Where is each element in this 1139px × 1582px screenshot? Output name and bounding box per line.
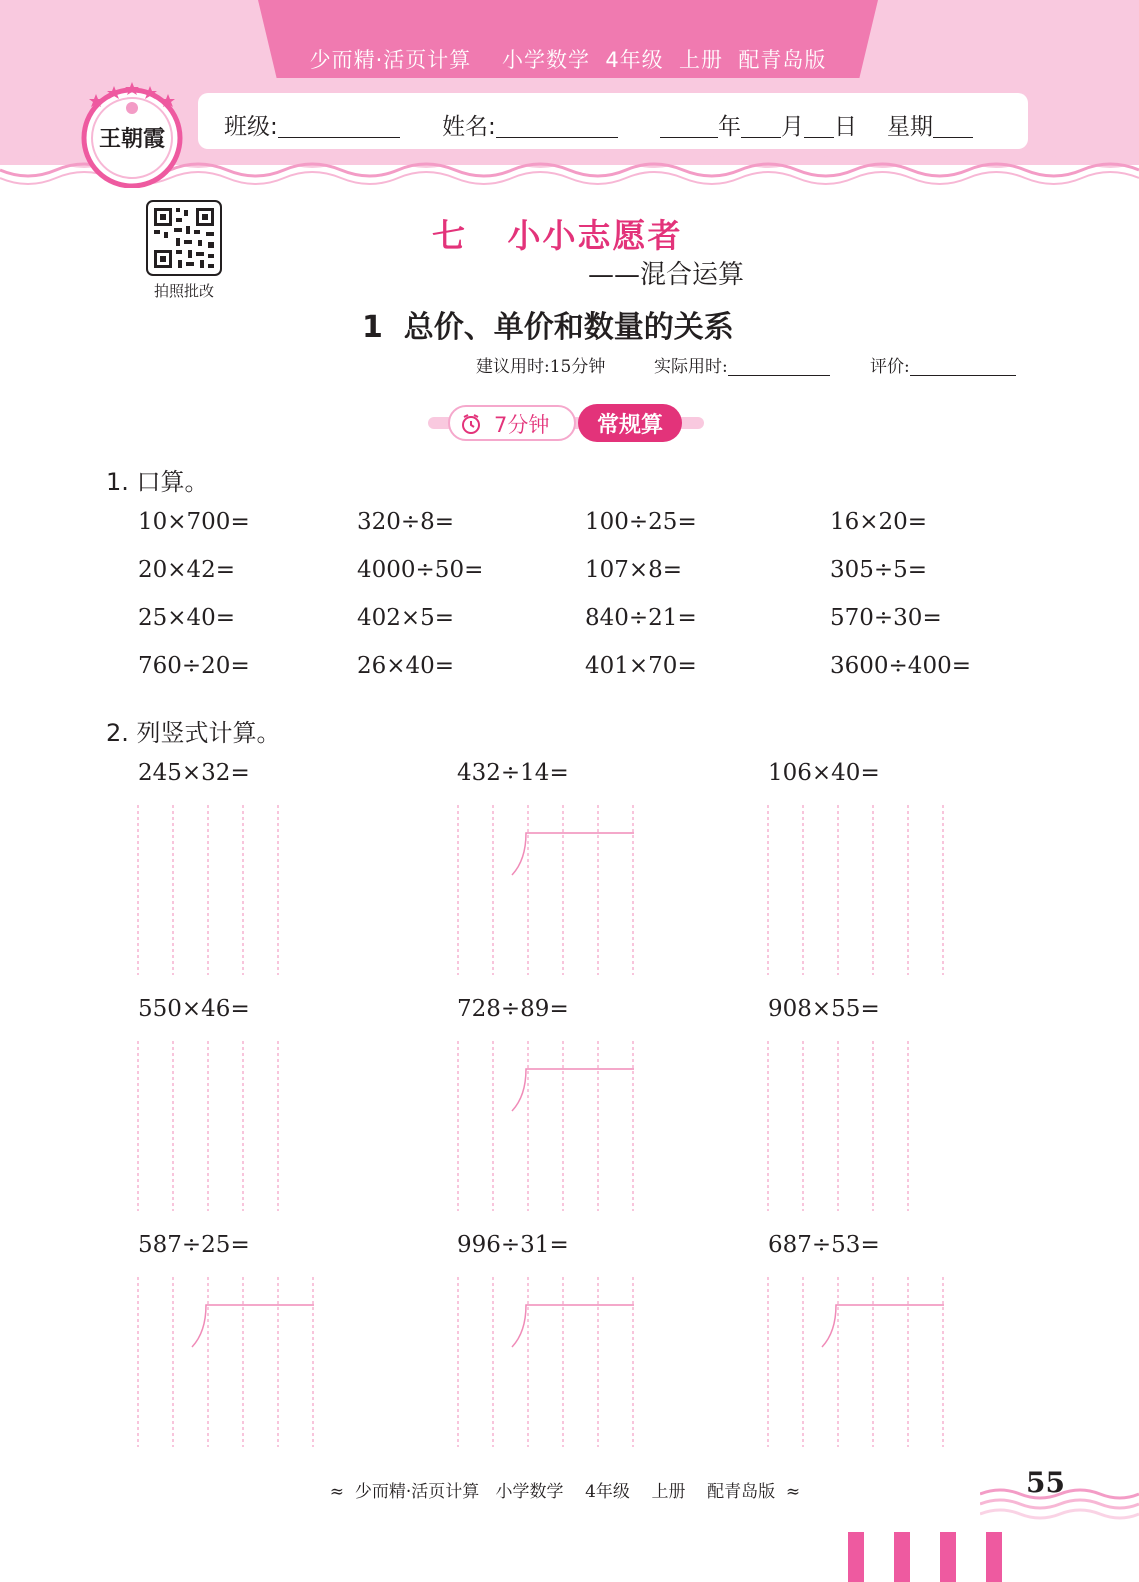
suggested-time: 建议用时:15分钟 (476, 357, 606, 377)
section-2-title: 2. 列竖式计算。 (106, 719, 281, 747)
lesson-title: 1 总价、单价和数量的关系 (362, 310, 734, 345)
mental-math-item: 26×40= (357, 653, 455, 679)
actual-time-blank[interactable] (728, 357, 830, 376)
mental-math-item: 570÷30= (830, 605, 942, 631)
mental-math-item: 20×42= (138, 557, 236, 583)
mental-math-item: 10×700= (138, 509, 250, 535)
work-grid-division[interactable] (134, 1277, 324, 1447)
mental-math-item: 320÷8= (357, 509, 455, 535)
mental-math-item: 16×20= (830, 509, 928, 535)
page-edge-marker (986, 1532, 1002, 1582)
mental-math-item: 305÷5= (830, 557, 928, 583)
vertical-calc-problem: 728÷89= (457, 996, 569, 1022)
actual-time-label: 实际用时: (654, 357, 728, 377)
brand-logo (78, 80, 186, 188)
date-field[interactable] (660, 108, 973, 141)
work-grid[interactable] (134, 1041, 284, 1211)
alarm-clock-icon (460, 413, 482, 435)
time-badge-text: 7分钟 (494, 413, 550, 437)
name-blank[interactable] (496, 115, 618, 138)
vertical-calc-problem: 687÷53= (768, 1232, 880, 1258)
work-grid[interactable] (764, 805, 954, 975)
footer-series-text: ≈ 少而精·活页计算 小学数学 4年级 上册 配青岛版 ≈ (329, 1482, 801, 1502)
mental-math-item: 4000÷50= (357, 557, 484, 583)
mental-math-item: 760÷20= (138, 653, 250, 679)
series-title: 少而精·活页计算 小学数学 4年级 上册 配青岛版 (309, 48, 827, 72)
unit-title: 七 小小志愿者 (432, 216, 683, 255)
work-grid-division[interactable] (764, 1277, 954, 1447)
mental-math-item: 402×5= (357, 605, 455, 631)
qr-code-icon[interactable] (146, 200, 222, 276)
year-blank[interactable] (660, 115, 718, 138)
vertical-calc-problem: 550×46= (138, 996, 250, 1022)
class-label: 班级: (224, 114, 278, 140)
name-field[interactable] (442, 108, 618, 141)
mental-math-item: 25×40= (138, 605, 236, 631)
work-grid-division[interactable] (454, 1041, 644, 1211)
mental-math-item: 100÷25= (585, 509, 697, 535)
svg-text:王朝霞: 王朝霞 (98, 126, 166, 152)
actual-time-field[interactable] (654, 352, 830, 377)
rating-field[interactable] (870, 352, 1016, 377)
vertical-calc-problem: 245×32= (138, 760, 250, 786)
rating-label: 评价: (870, 357, 910, 377)
work-grid[interactable] (764, 1041, 914, 1211)
class-field[interactable] (224, 108, 400, 141)
page-edge-marker (940, 1532, 956, 1582)
mental-math-item: 840÷21= (585, 605, 697, 631)
name-label: 姓名: (442, 114, 496, 140)
work-grid-division[interactable] (454, 1277, 644, 1447)
year-label: 年 (718, 114, 741, 140)
mental-math-item: 107×8= (585, 557, 683, 583)
work-grid-division[interactable] (454, 805, 644, 975)
mental-math-item: 3600÷400= (830, 653, 971, 679)
class-blank[interactable] (278, 115, 400, 138)
vertical-calc-problem: 106×40= (768, 760, 880, 786)
section-1-title: 1. 口算。 (106, 468, 209, 496)
page-number: 55 (1026, 1466, 1065, 1499)
mental-math-item: 401×70= (585, 653, 697, 679)
vertical-calc-problem: 587÷25= (138, 1232, 250, 1258)
page-edge-marker (894, 1532, 910, 1582)
weekday-blank[interactable] (933, 115, 973, 138)
vertical-calc-problem: 908×55= (768, 996, 880, 1022)
day-label: 日 (834, 114, 857, 140)
month-blank[interactable] (741, 115, 781, 138)
page-edge-marker (848, 1532, 864, 1582)
work-grid[interactable] (134, 805, 284, 975)
unit-subtitle: ——混合运算 (588, 260, 745, 290)
weekday-label: 星期 (887, 114, 933, 140)
vertical-calc-problem: 432÷14= (457, 760, 569, 786)
day-blank[interactable] (804, 115, 834, 138)
rating-blank[interactable] (910, 357, 1016, 376)
vertical-calc-problem: 996÷31= (457, 1232, 569, 1258)
qr-label: 拍照批改 (153, 282, 214, 300)
month-label: 月 (781, 114, 804, 140)
type-badge-text: 常规算 (596, 413, 663, 438)
